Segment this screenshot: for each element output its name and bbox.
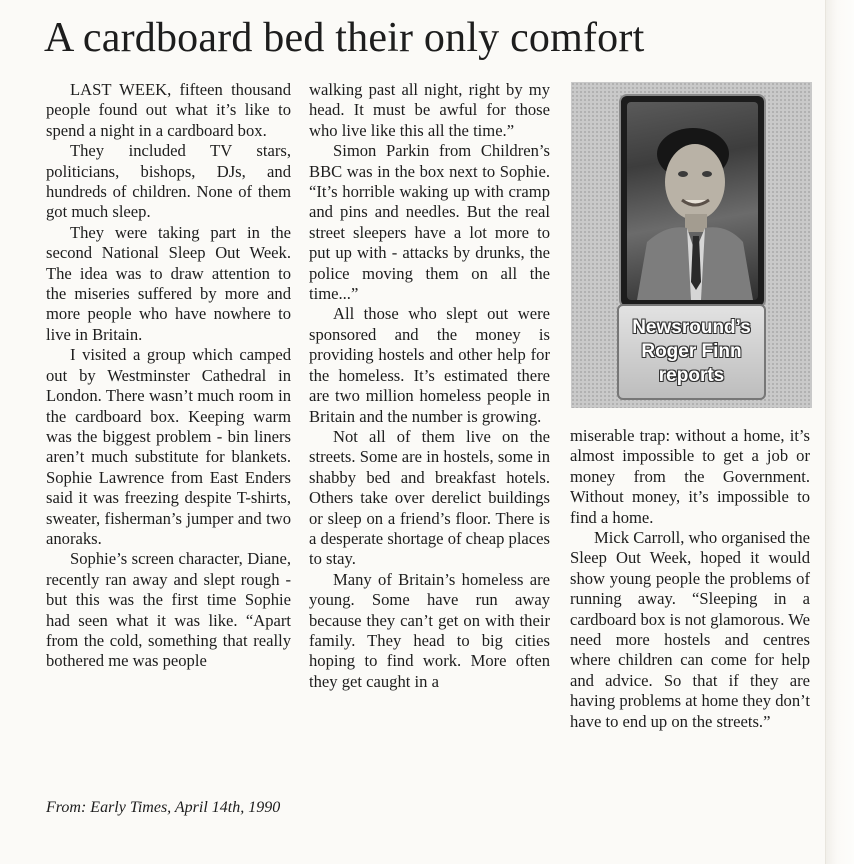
photo-frame — [619, 94, 766, 308]
reporter-photo — [627, 102, 758, 300]
paragraph: LAST WEEK, fifteen thousand people found out what it’s like to spend a night in a cardboard box. — [46, 80, 291, 140]
paragraph: All those who slept out were sponsored and the money is providing hostels and other help for the homeless. It’s estimated there are two million homeless people in Britain and the number is growing. — [309, 304, 550, 426]
paragraph: They included TV stars, politicians, bishops, DJs, and hundreds of children. None of them got much sleep. — [46, 141, 291, 222]
page-edge — [825, 0, 854, 864]
paragraph: Mick Carroll, who organised the Sleep Out Week, hoped it would show young people the problems of running away. “Sleeping in a cardboard box is not glamorous. We need more hostels and centres where children can come for help and advice. So that if they are having problems at home they don’t have to end up on the streets.” — [570, 528, 810, 731]
article-column-1 — [46, 80, 291, 672]
article-column-3 — [570, 426, 810, 732]
headline: A cardboard bed their only comfort — [44, 15, 645, 61]
article-column-2 — [309, 80, 550, 692]
source-citation: From: Early Times, April 14th, 1990 — [46, 799, 281, 816]
paragraph: miserable trap: without a home, it’s almost impossible to get a job or money from the Government. Without money, it’s impossible to find a home. — [570, 426, 810, 527]
paragraph: Not all of them live on the streets. Some are in hostels, some in shabby bed and breakfast hotels. Others take over derelict buildings or sleep on a friend’s floor. There is a desperate shortage of cheap places to stay. — [309, 426, 550, 569]
caption-line: reports — [658, 365, 725, 386]
paragraph: I visited a group which camped out by Westminster Cathedral in London. There wasn’t much room in the cardboard box. Keeping warm was the biggest problem - bin liners aren’t much substitute for blankets. Sophie Lawrence from East Enders said it was freezing despite T-shirts, sweater, fisherman’s jumper and two anoraks. — [46, 345, 291, 548]
paragraph: They were taking part in the second National Sleep Out Week. The idea was to draw attention to the miseries suffered by more and more people who have nowhere to live in Britain. — [46, 222, 291, 344]
reporter-portrait-icon — [627, 102, 758, 300]
paragraph: Sophie’s screen character, Diane, recently ran away and slept rough - but this was the first time Sophie had seen what it was like. “Apart from the cold, something that really bothered me was people — [46, 549, 291, 671]
paragraph: Many of Britain’s homeless are young. Some have run away because they can’t get on with their family. They head to big cities hoping to find work. More often they get caught in a — [309, 569, 550, 691]
paragraph: walking past all night, right by my head. It must be awful for those who live like this all the time.” — [309, 80, 550, 140]
caption-line: Roger Finn — [641, 341, 742, 362]
reporter-photo-box — [571, 82, 812, 408]
paragraph: Simon Parkin from Children’s BBC was in the box next to Sophie. “It’s horrible waking up with cramp and pins and needles. But the real street sleepers have a lot more to put up with - attacks by drunks, the police moving them on all the time...” — [309, 141, 550, 304]
photo-caption — [617, 304, 766, 400]
caption-line: Newsround’s — [632, 317, 751, 338]
